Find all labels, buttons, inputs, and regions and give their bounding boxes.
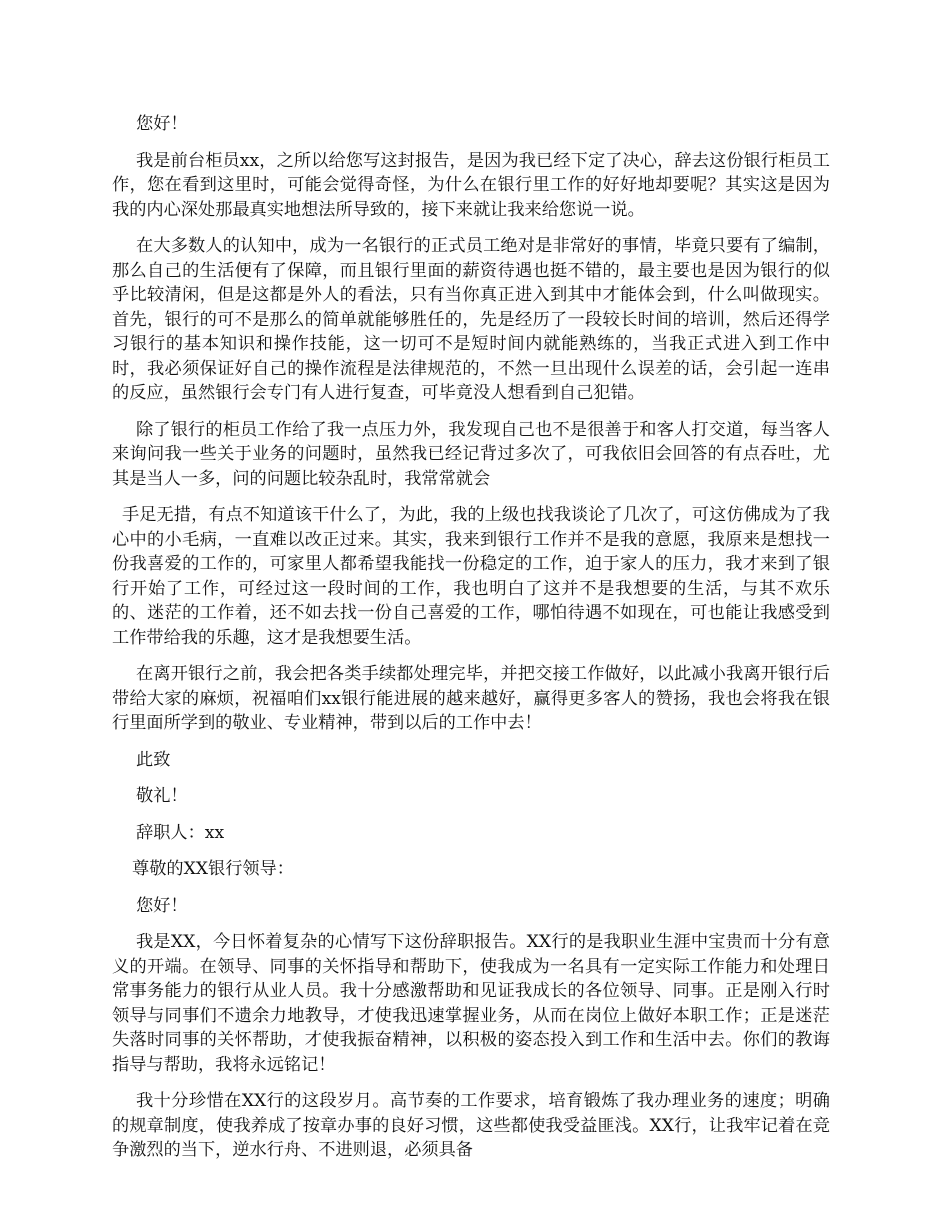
closing-salute: 敬礼！ (136, 786, 188, 806)
closing-line: 此致 (136, 749, 171, 770)
document-body (112, 112, 830, 1175)
signature: 辞职人：xx (136, 822, 225, 843)
salutation: 尊敬的XX银行领导： (132, 859, 294, 879)
paragraph: 我是XX，今日怀着复杂的心情写下这份辞职报告。XX行的是我职业生涯中宝贵而十分有意义的开端。在领导、同事的关怀指导和帮助下，使我成为一名具有一定实际工作能力和处理日常事务能力的银行从业人员。我十分感激帮助和见证我成长的各位领导、同事。正是刚入行时领导与同事们不遗余力地教导，才使我迅速掌握业务，从而在岗位上做好本职工作；正是迷茫失落时同事的关怀帮助，才使我振奋精神，以积极的姿态投入到工作和生活中去。你们的教诲指导与帮助，我将永远铭记！ (112, 932, 830, 1075)
greeting: 您好！ (136, 895, 188, 916)
paragraph: 手足无措，有点不知道该干什么了，为此，我的上级也找我谈论了几次了，可这仿佛成为了我心中的小毛病，一直难以改正过来。其实，我来到银行工作并不是我的意愿，我原来是想找一份我喜爱的工作的，可家里人都希望我能找一份稳定的工作，迫于家人的压力，我才来到了银行开始了工作，可经过这一段时间的工作，我也明白了这并不是我想要的生活，与其不欢乐的、迷茫的工作着，还不如去找一份自己喜爱的工作，哪怕待遇不如现在，可也能让我感受到工作带给我的乐趣，这才是我想要生活。 (112, 505, 830, 648)
greeting: 您好！ (136, 114, 188, 134)
paragraph: 除了银行的柜员工作给了我一点压力外，我发现自己也不是很善于和客人打交道，每当客人来询问我一些关于业务的问题时，虽然我已经记背过多次了，可我依旧会回答的有点吞吐，尤其是当人一多，问的问题比较杂乱时，我常常就会 (112, 419, 830, 489)
paragraph: 在离开银行之前，我会把各类手续都处理完毕，并把交接工作做好，以此减小我离开银行后带给大家的麻烦，祝福咱们xx银行能进展的越来越好，赢得更多客人的赞扬，我也会将我在银行里面所学到的敬业、专业精神，带到以后的工作中去！ (112, 664, 830, 733)
paragraph: 我十分珍惜在XX行的这段岁月。高节奏的工作要求，培育锻炼了我办理业务的速度；明确的规章制度，使我养成了按章办事的良好习惯，这些都使我受益匪浅。XX行，让我牢记着在竞争激烈的当下，逆水行舟、不进则退，必须具备 (112, 1091, 830, 1160)
paragraph: 我是前台柜员xx，之所以给您写这封报告，是因为我已经下定了决心，辞去这份银行柜员工作，您在看到这里时，可能会觉得奇怪，为什么在银行里工作的好好地却要呢？其实这是因为我的内心深处那最真实地想法所导致的，接下来就让我来给您说一说。 (112, 150, 830, 220)
paragraph: 在大多数人的认知中，成为一名银行的正式员工绝对是非常好的事情，毕竟只要有了编制，那么自己的生活便有了保障，而且银行里面的薪资待遇也挺不错的，最主要也是因为银行的似乎比较清闲，但是这都是外人的看法，只有当你真正进入到其中才能体会到，什么叫做现实。首先，银行的可不是那么的简单就能够胜任的，先是经历了一段较长时间的培训，然后还得学习银行的基本知识和操作技能，这一切可不是短时间内就能熟练的，当我正式进入到工作中时，我必须保证好自己的操作流程是法律规范的，不然一旦出现什么误差的话，会引起一连串的反应，虽然银行会专门有人进行复查，可毕竟没人想看到自己犯错。 (112, 236, 830, 403)
